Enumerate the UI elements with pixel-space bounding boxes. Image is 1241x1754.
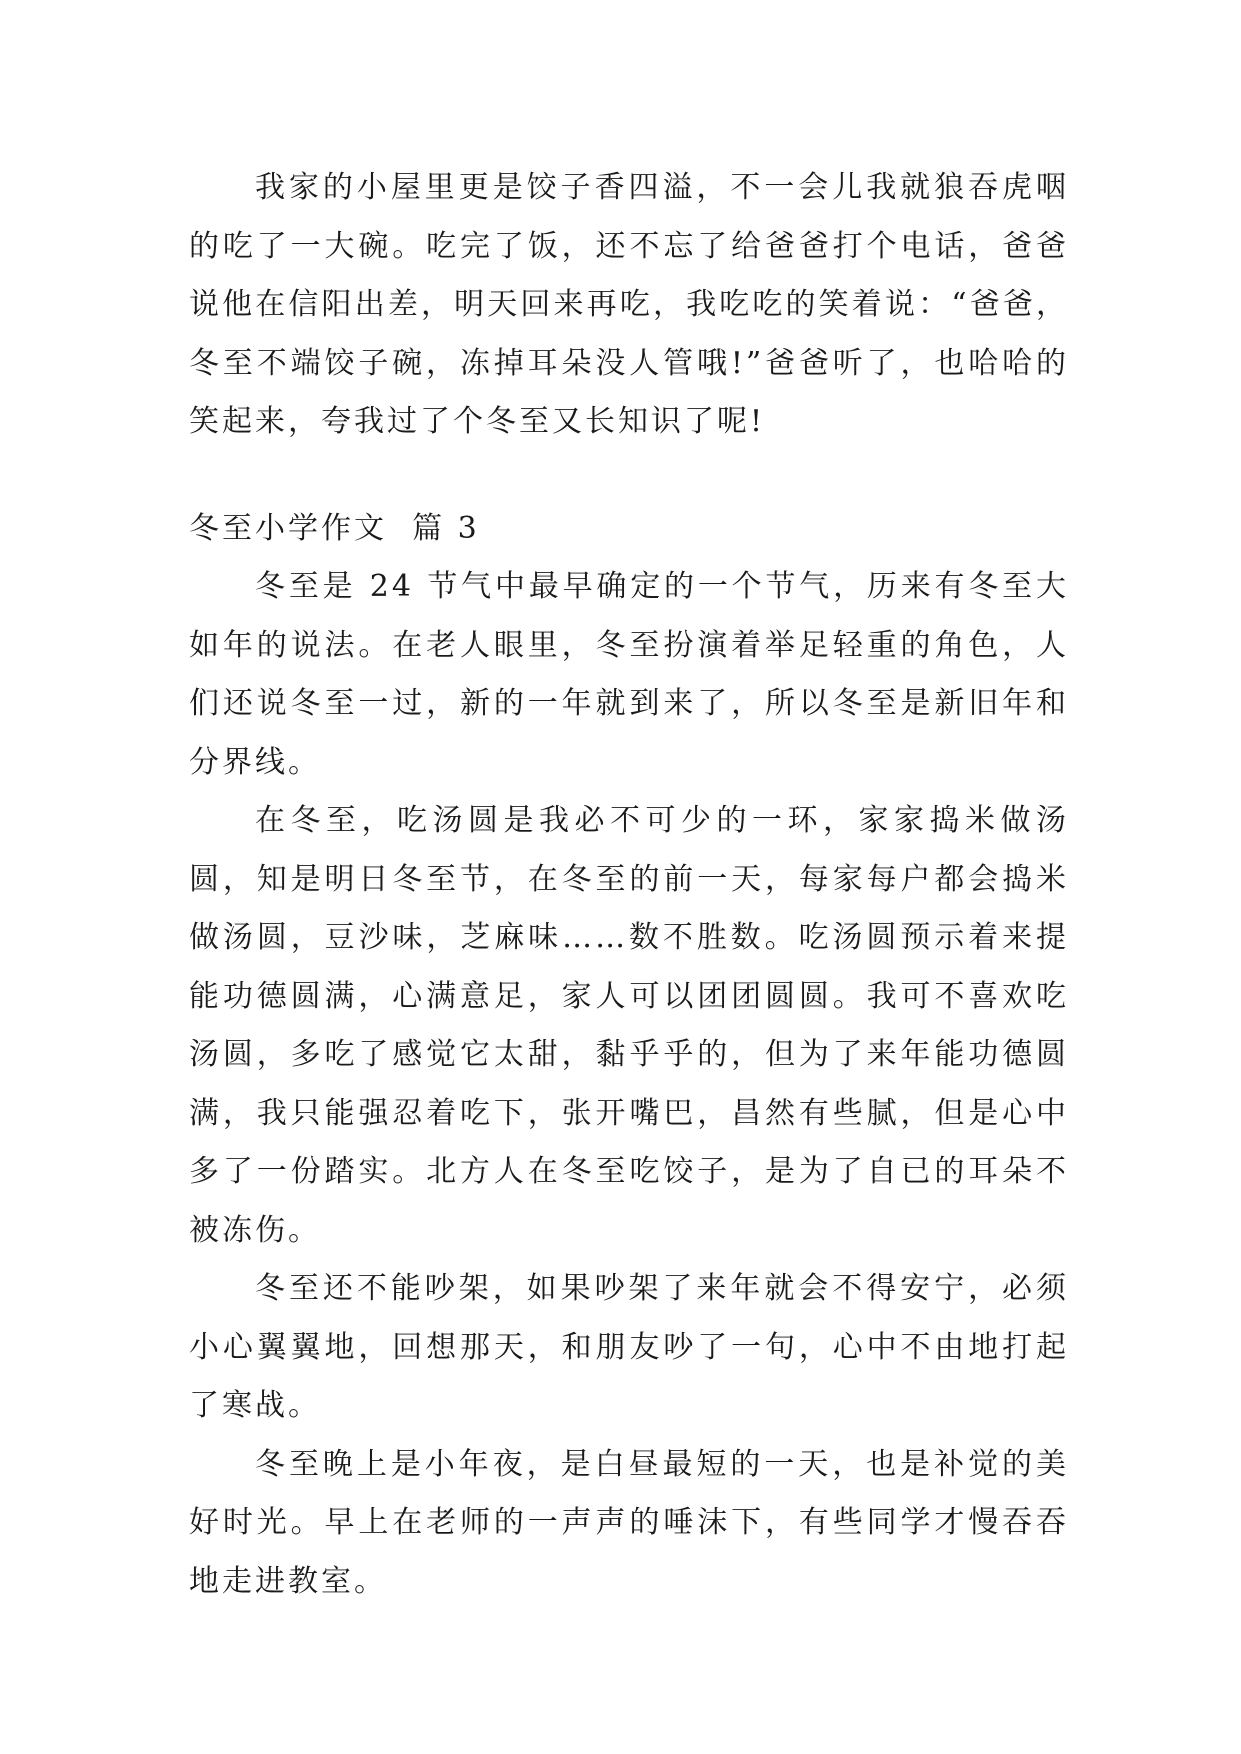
section-title: 冬至小学作文 篇 3	[189, 510, 480, 546]
section-spacer	[189, 452, 1069, 500]
paragraph: 冬至晚上是小年夜，是白昼最短的一天，也是补觉的美好时光。早上在老师的一声声的唾沫下，有些同学才慢吞吞地走进教室。	[189, 1446, 1069, 1599]
paragraph: 在冬至，吃汤圆是我必不可少的一环，家家捣米做汤圆，知是明日冬至节，在冬至的前一天，每家每户都会捣米做汤圆，豆沙味，芝麻味……数不胜数。吃汤圆预示着来提能功德圆满，心满意足，家人可以团团圆圆。我可不喜欢吃汤圆，多吃了感觉它太甜，黏乎乎的，但为了来年能功德圆满，我只能强忍着吃下，张开嘴巴，昌然有些腻，但是心中多了一份踏实。北方人在冬至吃饺子，是为了自已的耳朵不被冻伤。	[189, 803, 1069, 1248]
paragraph: 冬至是 24 节气中最早确定的一个节气，历来有冬至大如年的说法。在老人眼里，冬至扮演着举足轻重的角色，人们还说冬至一过，新的一年就到来了，所以冬至是新旧年和分界线。	[189, 569, 1069, 780]
paragraph: 冬至还不能吵架，如果吵架了来年就会不得安宁，必须小心翼翼地，回想那天，和朋友吵了一句，心中不由地打起了寒战。	[189, 1271, 1069, 1423]
document-body	[189, 159, 1069, 1611]
paragraph: 我家的小屋里更是饺子香四溢，不一会儿我就狼吞虎咽的吃了一大碗。吃完了饭，还不忘了给爸爸打个电话，爸爸说他在信阳出差，明天回来再吃，我吃吃的笑着说：“爸爸，冬至不端饺子碗，冻掉耳朵没人管哦!”爸爸听了，也哈哈的笑起来，夸我过了个冬至又长知识了呢!	[189, 170, 1069, 439]
